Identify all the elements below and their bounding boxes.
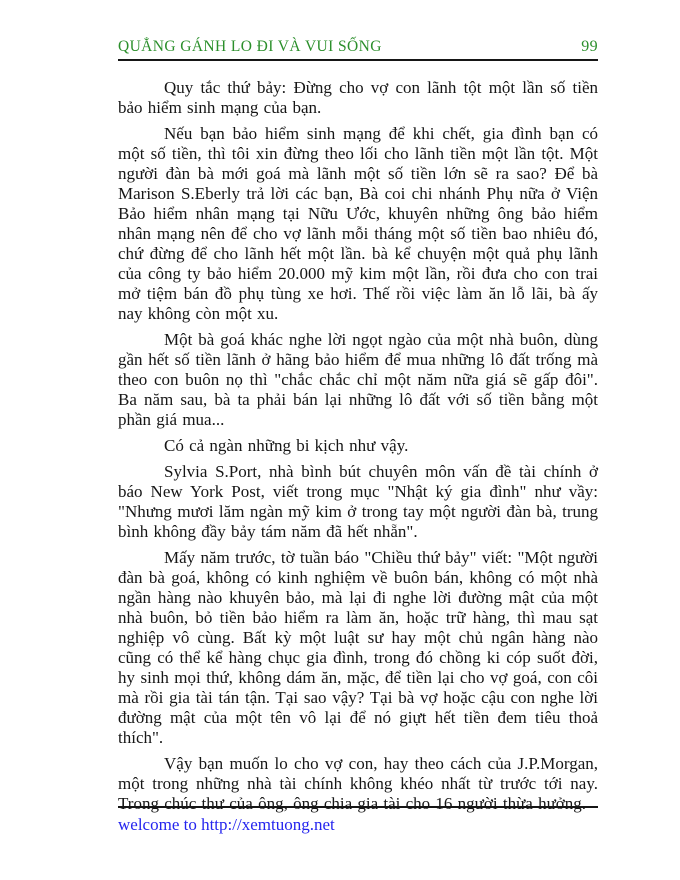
footer-rule (118, 806, 598, 808)
body-paragraph: Vậy bạn muốn lo cho vợ con, hay theo cách của J.P.Morgan, một trong những nhà tài chính không khéo nhất từ trước tới nay. Trong chúc thư của ông, ông chia gia tài cho 16 người thừa hưởng. (118, 754, 598, 813)
page-body (118, 78, 598, 814)
page-content (118, 38, 598, 820)
page-footer (118, 806, 598, 835)
body-paragraph: Một bà goá khác nghe lời ngọt ngào của một nhà buôn, dùng gần hết số tiền lãnh ở hãng bảo hiểm để mua những lô đất trống mà theo con buôn nọ thì "chắc chắc chỉ một năm nữa giá sẽ gấp đôi". Ba năm sau, bà ta phải bán lại những lô đất với số tiền bằng một phần giá mua... (118, 330, 598, 429)
footer-site-link[interactable]: welcome to http://xemtuong.net (118, 815, 335, 834)
body-paragraph: Sylvia S.Port, nhà bình bút chuyên môn vấn đề tài chính ở báo New York Post, viết trong mục "Nhật ký gia đình" như vầy: "Nhưng mươi lăm ngàn mỹ kim ở trong tay một người đàn bà, trung bình không đầy bảy tám năm đã hết nhẵn". (118, 462, 598, 541)
running-title: QUẲNG GÁNH LO ĐI VÀ VUI SỐNG (118, 38, 382, 55)
body-paragraph: Nếu bạn bảo hiểm sinh mạng để khi chết, gia đình bạn có một số tiền, thì tôi xin đừng theo lối cho lãnh tiền một lần tột. Một người đàn bà mới goá mà lãnh một số tiền lớn sẽ ra sao? Để bà Marison S.Eberly trả lời các bạn, Bà coi chi nhánh Phụ nữa ở Viện Bảo hiểm nhân mạng tại Nữu Ước, khuyên những ông bảo hiểm nhân mạng nên để cho vợ lãnh mỗi tháng một số tiền bao nhiêu đó, chứ đừng để cho lãnh hết một lần. bà kể chuyện một quả phụ lãnh của công ty bảo hiểm 20.000 mỹ kim một lần, rồi đưa cho con trai mở tiệm bán đồ phụ tùng xe hơi. Thế rồi việc làm ăn lỗ lãi, bà ấy nay không còn một xu. (118, 124, 598, 323)
body-paragraph: Quy tắc thứ bảy: Đừng cho vợ con lãnh tột một lần số tiền bảo hiểm sinh mạng của bạn. (118, 78, 598, 117)
header-rule (118, 59, 598, 61)
body-paragraph: Mấy năm trước, tờ tuần báo "Chiều thứ bảy" viết: "Một người đàn bà goá, không có kinh nghiệm về buôn bán, không có một nhà ngần hàng nào khuyên bảo, mà lại đi nghe lời đường mật của một nhà buôn, bỏ tiền bảo hiểm ra làm ăn, hoặc trữ hàng, thì mau sạt nghiệp vô cùng. Bất kỳ một luật sư hay một chủ ngân hàng nào cũng có thể kể hàng chục gia đình, trong đó chồng ki cóp suốt đời, hy sinh mọi thứ, không dám ăn, mặc, để tiền lại cho vợ goá, con côi mà rồi gia tài tán tận. Tại sao vậy? Tại bà vợ hoặc cậu con nghe lời đường mật của một tên vô lại để nó giựt hết tiền đem tiêu thoả thích". (118, 548, 598, 747)
page-header (118, 38, 598, 56)
body-paragraph: Có cả ngàn những bi kịch như vậy. (164, 436, 409, 455)
page-number: 99 (581, 38, 598, 55)
